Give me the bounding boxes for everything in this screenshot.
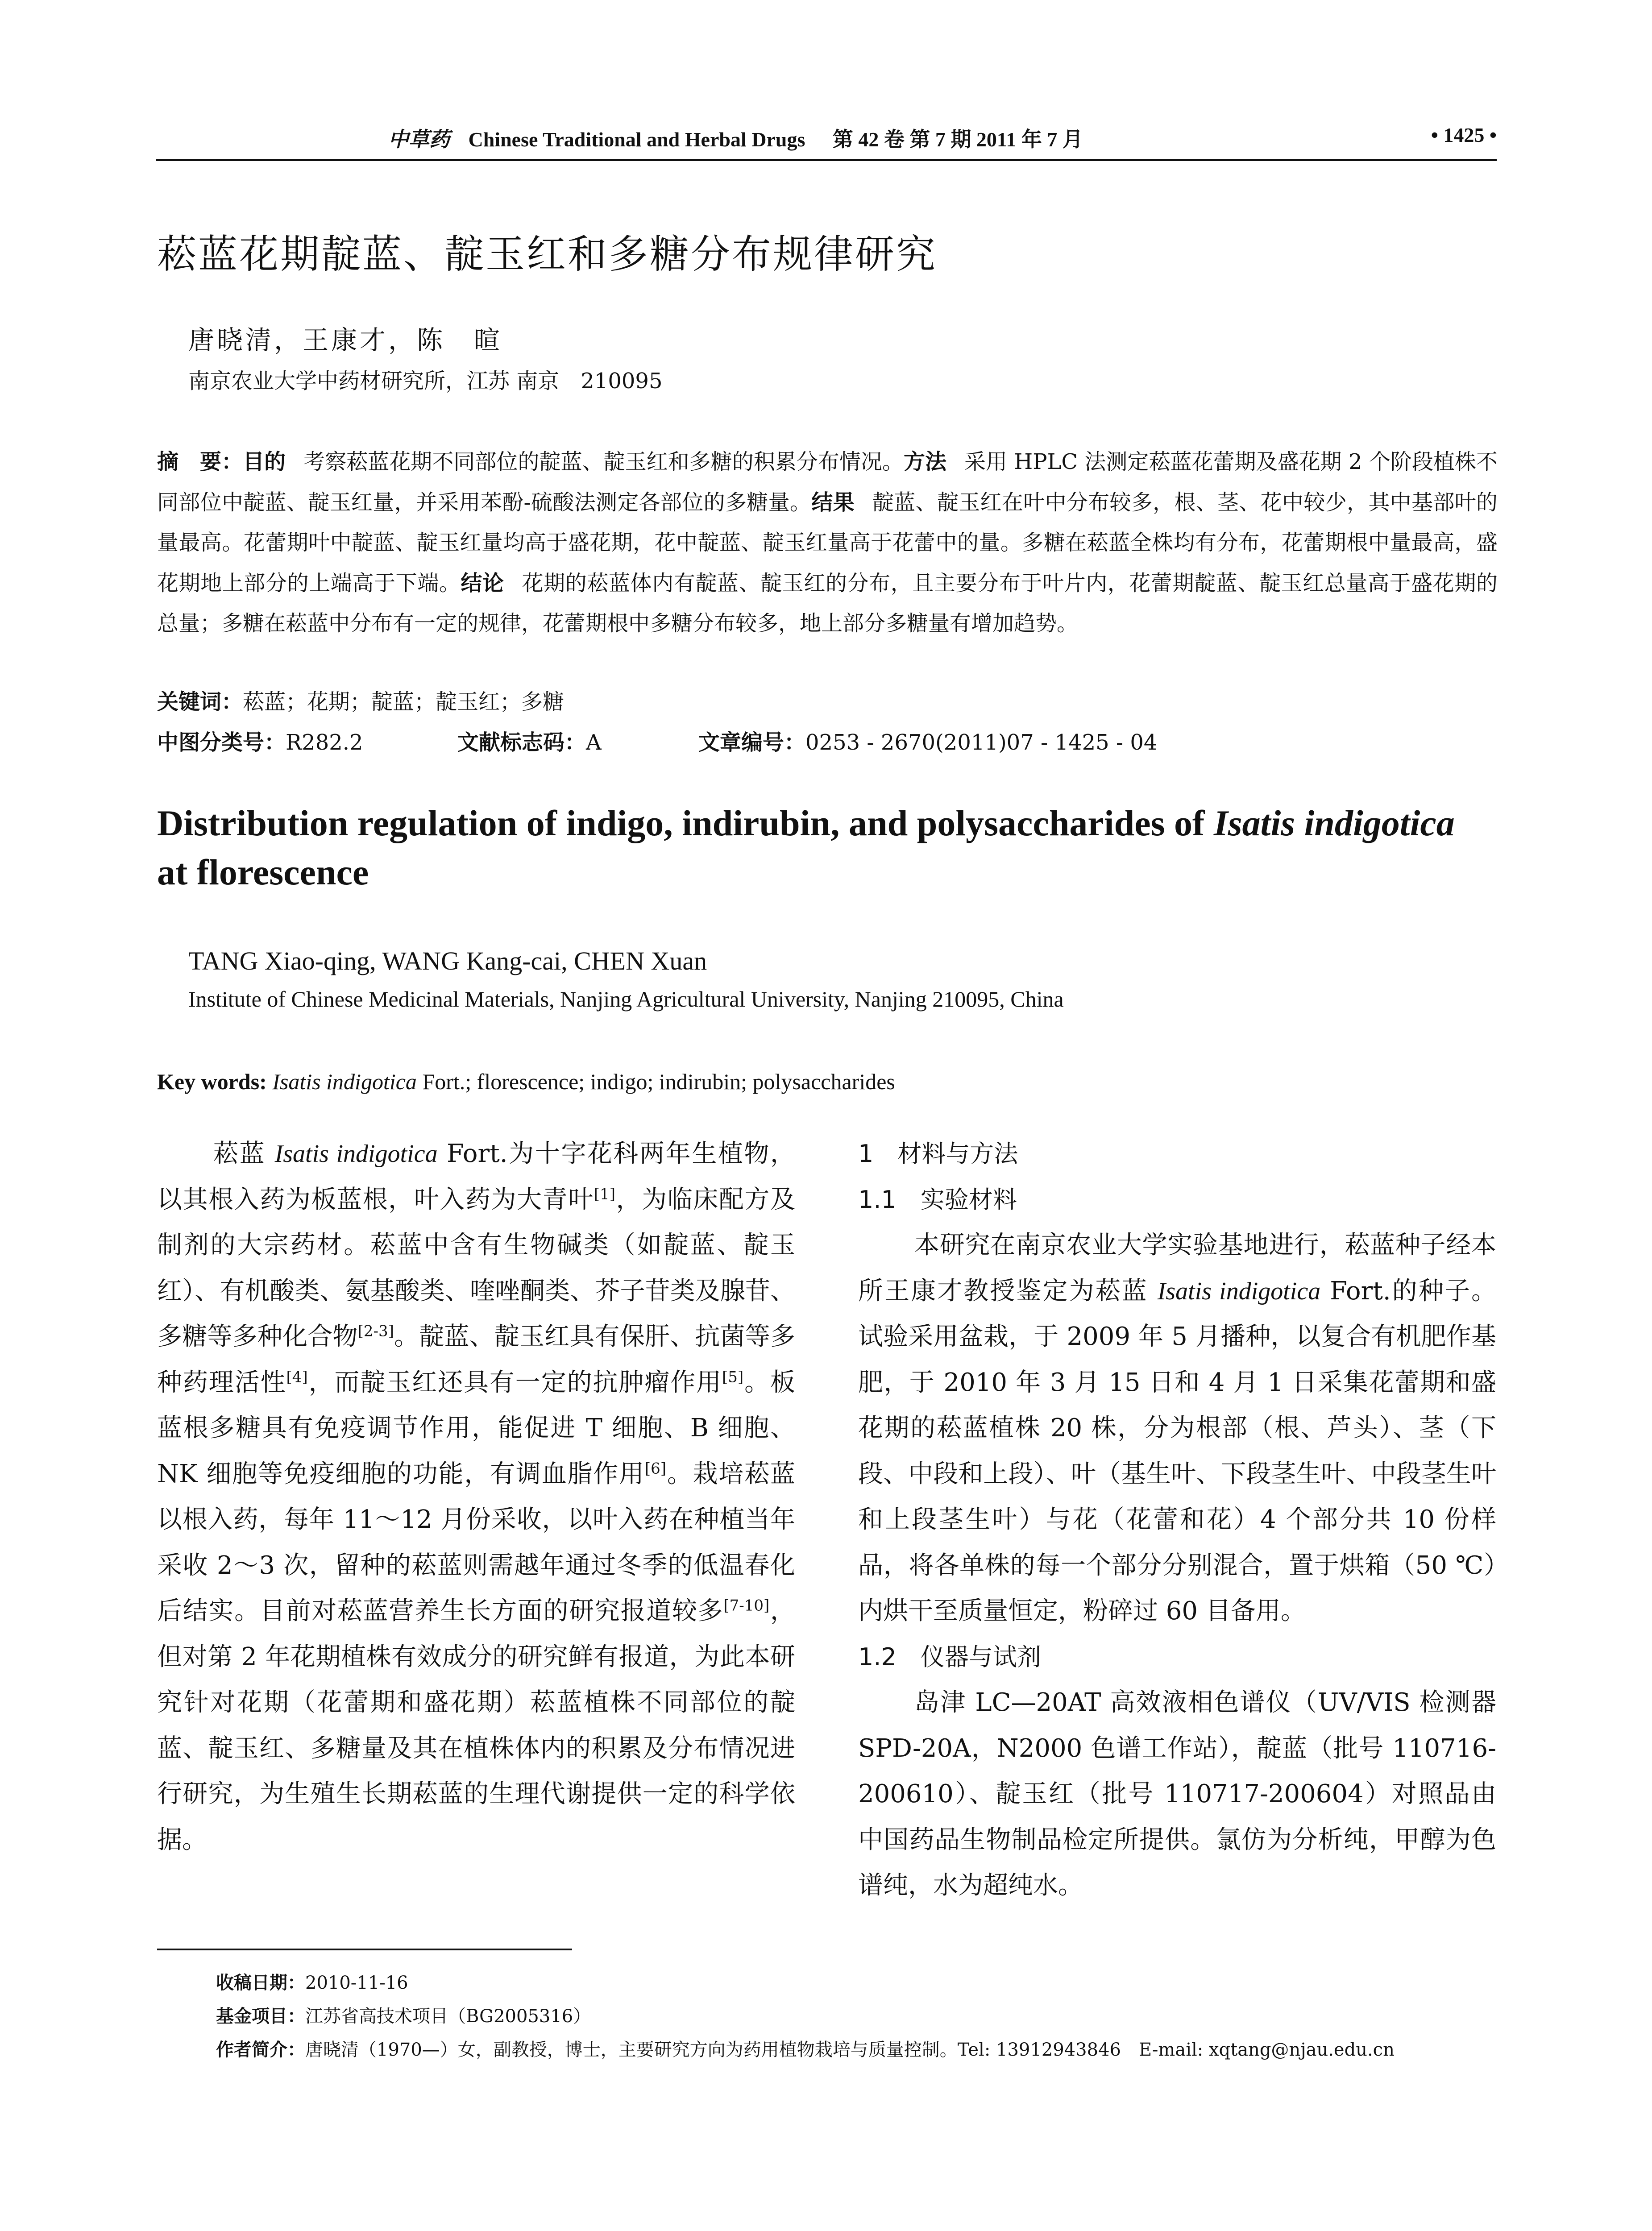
title-en-species: Isatis indigotica [1213, 803, 1455, 843]
method-text: 采用 HPLC 法测定菘蓝花蕾期及盛花期 2 个阶段植株不同部位中靛蓝、靛玉红量，并采用苯酚-硫酸法测定各部位的多糖量。 [157, 449, 1498, 515]
method-label: 方法 [903, 449, 946, 474]
affiliation-cn: 南京农业大学中药材研究所，江苏 南京 210095 [188, 369, 663, 394]
species-name: Isatis indigotica [1157, 1277, 1321, 1305]
journal-name-cn: 中草药 [388, 127, 450, 151]
conclusion-text: 花期的菘蓝体内有靛蓝、靛玉红的分布，且主要分布于叶片内，花蕾期靛蓝、靛玉红总量高于盛花期的总量；多糖在菘蓝中分布有一定的规律，花蕾期根中多糖分布较多，地上部分多糖量有增加趋势。 [157, 570, 1498, 636]
intro-text: 。靛蓝、靛玉红具有保肝、抗菌等多种药理活性 [157, 1322, 796, 1397]
intro-column [157, 1131, 795, 1863]
clc-label: 中图分类号： [157, 730, 286, 755]
keywords-text: 菘蓝；花期；靛蓝；靛玉红；多糖 [243, 689, 565, 714]
doc-label: 文献标志码： [457, 730, 586, 755]
intro-text: ，为临床配方及制剂的大宗药材。菘蓝中含有生物碱类（如靛蓝、靛玉红）、有机酸类、氨基酸类、喹唑酮类、芥子苷类及腺苷、多糖等多种化合物 [157, 1185, 796, 1351]
footnote-received [216, 1969, 408, 1994]
intro-paragraph [157, 1131, 795, 1863]
article-label: 文章编号： [698, 730, 806, 755]
doc-code [457, 725, 602, 756]
authors-cn: 唐晓清，王康才，陈 暄 [188, 325, 503, 355]
classification-line [157, 725, 363, 756]
article-title-cn: 菘蓝花期靛蓝、靛玉红和多糖分布规律研究 [157, 231, 938, 277]
objective-text: 考察菘蓝花期不同部位的靛蓝、靛玉红和多糖的积累分布情况。 [303, 449, 904, 474]
issue-info: 第 42 卷 第 7 期 2011 年 7 月 [832, 128, 1083, 151]
article-number [698, 725, 1157, 756]
subsection-heading: 1.1 实验材料 [858, 1185, 1017, 1214]
body-text: Fort.的种子。试验采用盆栽，于 2009 年 5 月播种，以复合有机肥作基肥，于 2010 年 3 月 15 日和 4 月 1 日采集花蕾期和盛花期的菘蓝植株 20 株，分为根部（根、芦头）、茎（下段、中段和上段）、叶（基生叶、下段茎生叶、中段茎生叶和上段茎生叶）与花（花蕾和花）4 个部分共 10 份样品，将各单株的每一个部分分别混合，置于烘箱（50 ℃）内烘干至质量恒定，粉碎过 60 目备用。 [858, 1276, 1496, 1626]
keywords-label: 关键词： [157, 689, 243, 714]
citation-ref: [2-3] [357, 1322, 394, 1340]
footnote-author-bio [216, 2036, 1395, 2061]
keywords-cn [157, 684, 564, 715]
materials-paragraph [858, 1223, 1496, 1634]
citation-ref: [5] [722, 1368, 744, 1386]
citation-ref: [1] [594, 1185, 615, 1203]
subsection-heading: 1.2 仪器与试剂 [858, 1642, 1041, 1671]
intro-text: 。板蓝根多糖具有免疫调节作用，能促进 T 细胞、B 细胞、NK 细胞等免疫细胞的功能，有调血脂作用 [157, 1368, 796, 1489]
abstract-cn [157, 442, 1498, 644]
journal-info [388, 123, 1083, 153]
affiliation-en: Institute of Chinese Medicinal Materials, Nanjing Agricultural University, Nanjing 210095, China [188, 987, 1064, 1012]
keywords-en-species: Isatis indigotica [272, 1069, 417, 1094]
footnote-label: 基金项目： [216, 2006, 305, 2027]
body-text: 本研究在南京农业大学实验基地进行，菘蓝种子经本所王康才教授鉴定为菘蓝 [858, 1231, 1496, 1306]
citation-ref: [7-10] [723, 1597, 770, 1615]
intro-text: ，但对第 2 年花期植株有效成分的研究鲜有报道，为此本研究针对花期（花蕾期和盛花期）菘蓝植株不同部位的靛蓝、靛玉红、多糖量及其在植株体内的积累及分布情况进行研究，为生殖生长期菘蓝的生理代谢提供一定的科学依据。 [157, 1597, 796, 1854]
objective-label: 目的 [243, 449, 286, 474]
methods-column [858, 1131, 1496, 1909]
footnote-label: 收稿日期： [216, 1973, 305, 1993]
running-header [156, 119, 1497, 161]
section-heading: 1 材料与方法 [858, 1140, 1018, 1168]
keywords-en-text: Fort.; florescence; indigo; indirubin; polysaccharides [416, 1069, 895, 1094]
footnote-text: 江苏省高技术项目（BG2005316） [305, 2006, 591, 2027]
species-name: Isatis indigotica [274, 1140, 438, 1168]
clc-value: R282.2 [286, 730, 363, 755]
result-label: 结果 [811, 489, 855, 515]
journal-name-en: Chinese Traditional and Herbal Drugs [468, 128, 805, 151]
article-value: 0253 - 2670(2011)07 - 1425 - 04 [805, 730, 1158, 755]
doc-value: A [586, 730, 602, 755]
intro-text: 菘蓝 [213, 1139, 275, 1168]
intro-text: ，而靛玉红还具有一定的抗肿瘤作用 [307, 1368, 722, 1397]
page-number: • 1425 • [1431, 124, 1497, 146]
result-text: 靛蓝、靛玉红在叶中分布较多，根、茎、花中较少，其中基部叶的量最高。花蕾期叶中靛蓝、靛玉红量均高于盛花期，花中靛蓝、靛玉红量高于花蕾中的量。多糖在菘蓝全株均有分布，花蕾期根中量最高，盛花期地上部分的上端高于下端。 [157, 489, 1498, 596]
authors-en: TANG Xiao-qing, WANG Kang-cai, CHEN Xuan [188, 946, 707, 975]
footnote-label: 作者简介： [216, 2040, 305, 2060]
footnote-text: 唐晓清（1970—）女，副教授，博士，主要研究方向为药用植物栽培与质量控制。Tel: 13912943846 E-mail: xqtang@njau.edu.cn [305, 2040, 1395, 2060]
footnote-text: 2010-11-16 [305, 1973, 408, 1993]
citation-ref: [4] [286, 1368, 308, 1386]
abstract-label: 摘 要： [157, 449, 243, 474]
citation-ref: [6] [644, 1459, 667, 1477]
article-title-en [157, 799, 1500, 897]
instruments-paragraph: 岛津 LC—20AT 高效液相色谱仪（UV/VIS 检测器 SPD-20A，N2000 色谱工作站），靛蓝（批号 110716-200610）、靛玉红（批号 110717-200604）对照品由中国药品生物制品检定所提供。氯仿为分析纯，甲醇为色谱纯，水为超纯水。 [858, 1688, 1496, 1900]
intro-text: Fort.为十字花科两年生植物，以其根入药为板蓝根，叶入药为大青叶 [157, 1139, 795, 1214]
keywords-en [157, 1069, 895, 1095]
title-en-part1: Distribution regulation of indigo, indirubin, and polysaccharides of [157, 803, 1214, 843]
keywords-en-label: Key words: [157, 1069, 273, 1094]
conclusion-label: 结论 [461, 570, 504, 596]
title-en-part2: at florescence [157, 852, 369, 892]
intro-text: 。栽培菘蓝以根入药，每年 11～12 月份采收，以叶入药在种植当年采收 2～3 次，留种的菘蓝则需越年通过冬季的低温春化后结实。目前对菘蓝营养生长方面的研究报道较多 [157, 1459, 796, 1626]
footnote-fund [216, 2002, 591, 2028]
footnote-divider [157, 1949, 572, 1950]
